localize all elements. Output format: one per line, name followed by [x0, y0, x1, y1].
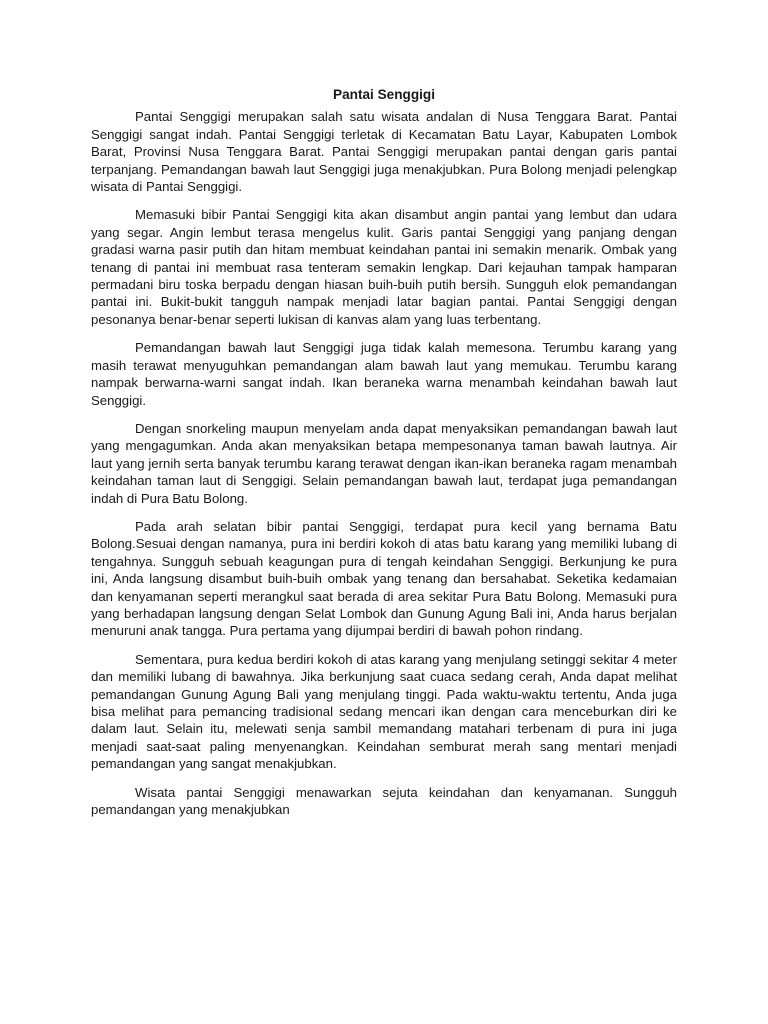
document-body	[91, 86, 677, 829]
paragraph-3: Pemandangan bawah laut Senggigi juga tidak kalah memesona. Terumbu karang yang masih terawat menyuguhkan pemandangan alam bawah laut yang memukau. Terumbu karang nampak berwarna-warni sangat indah. Ikan beraneka warna menambah keindahan bawah laut Senggigi.	[91, 340, 677, 408]
paragraph-4: Dengan snorkeling maupun menyelam anda dapat menyaksikan pemandangan bawah laut yang mengagumkan. Anda akan menyaksikan betapa mempesonanya taman bawah lautnya. Air laut yang jernih serta banyak terumbu karang terawat dengan ikan-ikan beraneka ragam menambah keindahan taman laut di Senggigi. Selain pemandangan bawah laut, terdapat juga pemandangan indah di Pura Batu Bolong.	[91, 420, 677, 506]
document-title: Pantai Senggigi	[333, 87, 435, 102]
paragraph-1: Pantai Senggigi merupakan salah satu wisata andalan di Nusa Tenggara Barat. Pantai Senggigi sangat indah. Pantai Senggigi terletak di Kecamatan Batu Layar, Kabupaten Lombok Barat, Provinsi Nusa Tenggara Barat. Pantai Senggigi merupakan pantai dengan garis pantai terpanjang. Pemandangan bawah laut Senggigi juga menakjubkan. Pura Bolong menjadi pelengkap wisata di Pantai Senggigi.	[91, 109, 677, 195]
paragraph-6: Sementara, pura kedua berdiri kokoh di atas karang yang menjulang setinggi sekitar 4 meter dan memiliki lubang di bawahnya. Jika berkunjung saat cuaca sedang cerah, Anda dapat melihat pemandangan Gunung Agung Bali yang menjulang tinggi. Pada waktu-waktu tertentu, Anda juga bisa melihat para pemancing tradisional sedang mencari ikan dengan cara menceburkan diri ke dalam laut. Selain itu, melewati senja sambil memandang matahari terbenam di pura ini juga menjadi saat-saat paling menyenangkan. Keindahan semburat merah sang mentari menjadi pemandangan yang sangat menakjubkan.	[91, 651, 677, 772]
paragraph-7: Wisata pantai Senggigi menawarkan sejuta keindahan dan kenyamanan. Sungguh pemandangan yang menakjubkan	[91, 784, 677, 818]
paragraph-2: Memasuki bibir Pantai Senggigi kita akan disambut angin pantai yang lembut dan udara yang segar. Angin lembut terasa mengelus kulit. Garis pantai Senggigi yang panjang dengan gradasi warna pasir putih dan hitam membuat keindahan pantai ini semakin menarik. Ombak yang tenang di pantai ini membuat rasa tenteram semakin lengkap. Dari kejauhan tampak hamparan permadani biru toska berpadu dengan hiasan buih-buih putih bersih. Sungguh elok pemandangan pantai ini. Bukit-bukit tangguh nampak menjadi latar bagian pantai. Pantai Senggigi dengan pesonanya benar-benar seperti lukisan di kanvas alam yang luas terbentang.	[91, 207, 677, 327]
paragraph-5: Pada arah selatan bibir pantai Senggigi, terdapat pura kecil yang bernama Batu Bolong.Sesuai dengan namanya, pura ini berdiri kokoh di atas batu karang yang memiliki lubang di tengahnya. Sungguh sebuah keagungan pura di tengah keindahan Senggigi. Berkunjung ke pura ini, Anda langsung disambut buih-buih ombak yang tenang dan bersahabat. Seketika kedamaian dan kenyamanan seperti merangkul saat berada di area sekitar Pura Batu Bolong. Memasuki pura yang berhadapan langsung dengan Selat Lombok dan Gunung Agung Bali ini, Anda harus berjalan menuruni anak tangga. Pura pertama yang dijumpai berdiri di bawah pohon rindang.	[91, 518, 677, 639]
